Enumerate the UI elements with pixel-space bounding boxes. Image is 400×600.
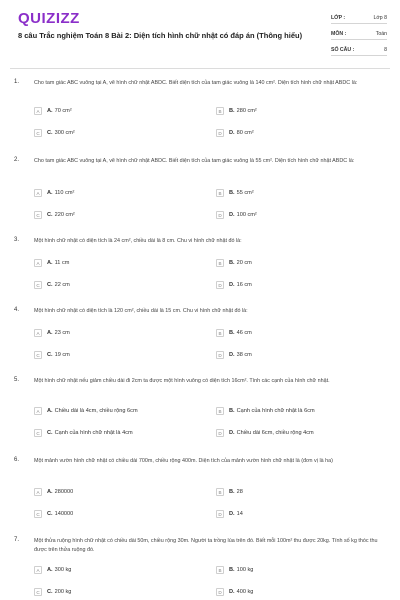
question-text: Một hình chữ nhật có diện tích là 120 cm², chiều dài là 15 cm. Chu vi hình chữ nhật đó là: (34, 308, 248, 314)
option-letter-box: A (34, 189, 42, 197)
option-label: B. (229, 567, 235, 573)
question-text: Một hình chữ nhật nếu giảm chiều dài đi 2cm ta được một hình vuông có diện tích 16cm². Tính các cạnh của hình chữ nhật. (34, 378, 330, 384)
option-value: 400 kg (236, 589, 254, 595)
option-label: B. (229, 260, 235, 266)
quizizz-logo: QUIZIZZ (18, 10, 80, 27)
option-value: 38 cm (236, 352, 252, 358)
question-number: 4. (14, 307, 20, 313)
option-value: 46 cm (236, 330, 252, 336)
option-value: 16 cm (236, 282, 252, 288)
option-b[interactable] (216, 486, 386, 498)
option-label: C. (47, 282, 53, 288)
option-letter-box: C (34, 429, 42, 437)
option-d[interactable] (216, 427, 386, 439)
option-letter-box: C (34, 281, 42, 289)
question-text: Cho tam giác ABC vuông tại A, vẽ hình chữ nhật ABDC. Biết diện tích của tam giác vuông là 55 cm². Diện tích hình chữ nhật ABDC là: (34, 158, 355, 164)
option-label: B. (229, 330, 235, 336)
option-a[interactable] (34, 327, 204, 339)
option-value: 11 cm (54, 260, 70, 266)
option-value: 19 cm (54, 352, 70, 358)
option-a[interactable] (34, 105, 204, 117)
option-c[interactable] (34, 586, 204, 598)
option-letter-box: B (216, 107, 224, 115)
option-value: 140000 (54, 511, 74, 517)
question-number: 6. (14, 457, 20, 463)
option-value: 280 cm² (236, 108, 257, 114)
option-value: Cạnh của hình chữ nhật là 6cm (236, 408, 315, 414)
option-value: 220 cm² (54, 212, 75, 218)
meta-count-label: SỐ CÂU : (331, 46, 355, 53)
option-d[interactable] (216, 209, 386, 221)
option-value: 110 cm² (54, 190, 75, 196)
option-value: Chiều dài 6cm, chiều rộng 4cm (236, 430, 314, 436)
question-text: Một hình chữ nhật có diện tích là 24 cm², chiều dài là 8 cm. Chu vi hình chữ nhật đó là: (34, 238, 242, 244)
option-value: 300 kg (54, 567, 72, 573)
meta-grade (331, 12, 387, 24)
option-label: D. (229, 511, 235, 517)
question-number: 5. (14, 377, 20, 383)
option-letter-box: A (34, 488, 42, 496)
option-d[interactable] (216, 508, 386, 520)
option-c[interactable] (34, 209, 204, 221)
meta-count-value: 8 (384, 46, 387, 53)
option-value: 280000 (54, 489, 74, 495)
option-letter-box: C (34, 211, 42, 219)
option-letter-box: D (216, 351, 224, 359)
option-value: 100 kg (236, 567, 254, 573)
option-letter-box: B (216, 189, 224, 197)
option-label: D. (229, 430, 235, 436)
question-number: 3. (14, 237, 20, 243)
option-label: B. (229, 408, 235, 414)
option-value: Cạnh của hình chữ nhật là 4cm (54, 430, 133, 436)
option-label: B. (229, 190, 235, 196)
meta-count (331, 44, 387, 56)
option-value: 28 (236, 489, 243, 495)
option-b[interactable] (216, 564, 386, 576)
option-b[interactable] (216, 187, 386, 199)
option-label: A. (47, 260, 53, 266)
option-label: A. (47, 489, 53, 495)
option-letter-box: C (34, 588, 42, 596)
option-label: C. (47, 589, 53, 595)
option-letter-box: A (34, 259, 42, 267)
option-label: D. (229, 282, 235, 288)
option-letter-box: D (216, 281, 224, 289)
option-letter-box: A (34, 566, 42, 574)
option-letter-box: A (34, 329, 42, 337)
option-label: C. (47, 511, 53, 517)
option-label: B. (229, 489, 235, 495)
option-value: 20 cm (236, 260, 252, 266)
option-value: 80 cm² (236, 130, 254, 136)
option-c[interactable] (34, 508, 204, 520)
option-letter-box: D (216, 211, 224, 219)
option-label: A. (47, 330, 53, 336)
option-value: 300 cm² (54, 130, 75, 136)
header (0, 0, 400, 64)
option-a[interactable] (34, 187, 204, 199)
option-c[interactable] (34, 349, 204, 361)
question-text: Cho tam giác ABC vuông tại A, vẽ hình chữ nhật ABDC. Biết diện tích của tam giác vuông là 140 cm². Diện tích hình chữ nhật ABDC là: (34, 80, 358, 86)
option-a[interactable] (34, 564, 204, 576)
option-label: C. (47, 130, 53, 136)
option-letter-box: C (34, 351, 42, 359)
page-title: 8 câu Trắc nghiệm Toán 8 Bài 2: Diện tích hình chữ nhật có đáp án (Thông hiểu) (18, 31, 303, 40)
option-a[interactable] (34, 486, 204, 498)
question-number: 7. (14, 537, 20, 543)
meta-subject-value: Toán (375, 30, 387, 37)
option-b[interactable] (216, 405, 386, 417)
option-letter-box: A (34, 107, 42, 115)
meta-grade-value: Lớp 8 (373, 14, 387, 21)
option-letter-box: C (34, 510, 42, 518)
option-c[interactable] (34, 427, 204, 439)
option-value: 14 (236, 511, 243, 517)
option-d[interactable] (216, 127, 386, 139)
meta-subject (331, 28, 387, 40)
question-text: Một mảnh vườn hình chữ nhật có chiều dài 700m, chiều rộng 400m. Diện tích của mảnh vườn hình chữ nhật là (đơn vị là ha) (34, 458, 333, 464)
option-letter-box: D (216, 429, 224, 437)
option-d[interactable] (216, 586, 386, 598)
option-label: C. (47, 212, 53, 218)
option-label: A. (47, 567, 53, 573)
header-divider (10, 68, 390, 69)
option-label: C. (47, 352, 53, 358)
option-label: D. (229, 352, 235, 358)
option-value: 70 cm² (54, 108, 72, 114)
option-label: B. (229, 108, 235, 114)
option-letter-box: B (216, 407, 224, 415)
option-a[interactable] (34, 405, 204, 417)
option-label: C. (47, 430, 53, 436)
option-b[interactable] (216, 327, 386, 339)
option-letter-box: C (34, 129, 42, 137)
option-letter-box: B (216, 488, 224, 496)
question-number: 1. (14, 79, 20, 85)
option-d[interactable] (216, 349, 386, 361)
option-value: 22 cm (54, 282, 70, 288)
option-letter-box: B (216, 259, 224, 267)
option-letter-box: D (216, 588, 224, 596)
option-label: D. (229, 589, 235, 595)
option-letter-box: B (216, 329, 224, 337)
option-value: Chiều dài là 4cm, chiều rộng 6cm (54, 408, 138, 414)
option-letter-box: A (34, 407, 42, 415)
option-label: D. (229, 212, 235, 218)
option-b[interactable] (216, 257, 386, 269)
question-number: 2. (14, 157, 20, 163)
question-text: Một thửa ruộng hình chữ nhật có chiều dài 50m, chiều rộng 30m. Người ta trồng lúa trên đó. Biết mỗi 100m² thu được 20kg. Tính số kg thóc thu được trên thửa ruộng đó. (34, 538, 378, 553)
option-b[interactable] (216, 105, 386, 117)
quiz-meta (331, 12, 387, 60)
meta-grade-label: LỚP : (331, 14, 346, 21)
option-c[interactable] (34, 279, 204, 291)
option-value: 55 cm² (236, 190, 254, 196)
option-d[interactable] (216, 279, 386, 291)
meta-subject-label: MÔN : (331, 30, 347, 37)
option-value: 100 cm² (236, 212, 257, 218)
option-letter-box: D (216, 510, 224, 518)
option-letter-box: D (216, 129, 224, 137)
option-value: 23 cm (54, 330, 70, 336)
option-label: A. (47, 190, 53, 196)
option-label: A. (47, 108, 53, 114)
option-c[interactable] (34, 127, 204, 139)
option-letter-box: B (216, 566, 224, 574)
option-label: A. (47, 408, 53, 414)
option-value: 200 kg (54, 589, 72, 595)
option-label: D. (229, 130, 235, 136)
option-a[interactable] (34, 257, 204, 269)
